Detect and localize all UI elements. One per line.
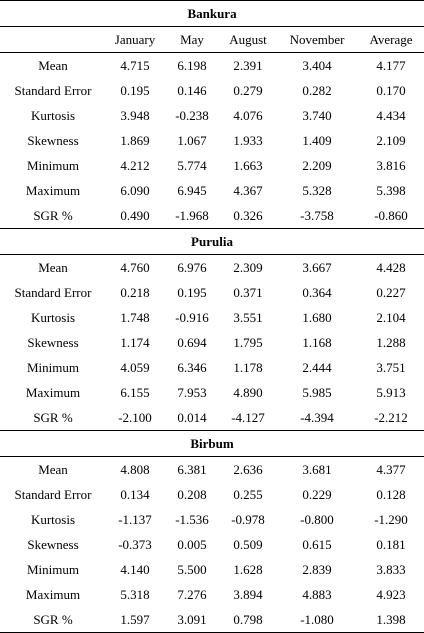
- region-title-row: [0, 229, 424, 255]
- table-cell: 0.282: [302, 82, 332, 98]
- table-cell: 6.945: [177, 182, 207, 198]
- table-cell: 1.597: [106, 607, 164, 633]
- table-cell: 0.326: [220, 203, 276, 229]
- table-row: [0, 405, 424, 431]
- table-cell: 0.798: [220, 607, 276, 633]
- table-row: [0, 482, 424, 507]
- table-cell: 0.181: [376, 536, 406, 552]
- table-cell: 3.833: [376, 561, 406, 577]
- table-cell: 2.209: [302, 157, 332, 173]
- table-cell: 5.500: [177, 561, 207, 577]
- row-label: Mean: [38, 57, 68, 73]
- row-label: Mean: [38, 259, 68, 275]
- table-cell: 2.104: [376, 309, 406, 325]
- table-cell: 4.890: [233, 384, 263, 400]
- table-cell: 6.976: [177, 259, 207, 275]
- table-cell: 1.067: [177, 132, 207, 148]
- table-cell: 5.985: [302, 384, 332, 400]
- table-cell: 1.409: [302, 132, 332, 148]
- region-title: Purulia: [0, 229, 424, 255]
- table-row: [0, 203, 424, 229]
- table-cell: 4.715: [120, 57, 150, 73]
- table-row: [0, 457, 424, 483]
- table-cell: 6.090: [120, 182, 150, 198]
- table-row: [0, 380, 424, 405]
- region-title: Bankura: [0, 1, 424, 27]
- table-row: [0, 305, 424, 330]
- table-cell: 4.140: [120, 561, 150, 577]
- table-row: [0, 607, 424, 633]
- region-title: Birbum: [0, 431, 424, 457]
- table-cell: -0.373: [118, 536, 152, 552]
- table-cell: 3.948: [120, 107, 150, 123]
- table-cell: 1.288: [376, 334, 406, 350]
- table-cell: 6.346: [177, 359, 207, 375]
- table-cell: -0.238: [175, 107, 209, 123]
- table-cell: 3.751: [376, 359, 406, 375]
- table-cell: 0.134: [120, 486, 150, 502]
- table-cell: 0.146: [177, 82, 207, 98]
- column-header: May: [164, 27, 220, 53]
- table-cell: 3.894: [233, 586, 263, 602]
- table-cell: -2.212: [358, 405, 424, 431]
- table-cell: 3.551: [233, 309, 263, 325]
- column-header-blank: [0, 27, 106, 53]
- row-label: Standard Error: [14, 284, 92, 300]
- row-label: SGR %: [0, 405, 106, 431]
- row-label: Kurtosis: [30, 309, 76, 325]
- table-cell: 5.318: [120, 586, 150, 602]
- table-cell: 5.328: [302, 182, 332, 198]
- table-row: [0, 128, 424, 153]
- row-label: Skewness: [27, 536, 79, 552]
- table-cell: 1.680: [302, 309, 332, 325]
- column-header-row: [0, 27, 424, 53]
- table-cell: -0.800: [300, 511, 334, 527]
- table-cell: 2.109: [376, 132, 406, 148]
- table-cell: 1.168: [302, 334, 332, 350]
- table-cell: 2.636: [233, 461, 263, 477]
- table-cell: -2.100: [106, 405, 164, 431]
- table-cell: 0.364: [302, 284, 332, 300]
- column-header: January: [106, 27, 164, 53]
- table-cell: 0.005: [177, 536, 207, 552]
- table-cell: 0.694: [177, 334, 207, 350]
- table-cell: 1.663: [233, 157, 263, 173]
- table-row: [0, 330, 424, 355]
- table-cell: 1.398: [358, 607, 424, 633]
- table-cell: 1.748: [120, 309, 150, 325]
- table-cell: -4.394: [276, 405, 358, 431]
- row-label: Maximum: [25, 384, 81, 400]
- region-title-row: [0, 1, 424, 27]
- table-cell: 4.367: [233, 182, 263, 198]
- table-cell: 2.839: [302, 561, 332, 577]
- table-cell: 7.276: [177, 586, 207, 602]
- table-cell: 4.434: [376, 107, 406, 123]
- table-cell: -1.536: [175, 511, 209, 527]
- table-cell: 4.808: [120, 461, 150, 477]
- table-cell: 4.212: [120, 157, 150, 173]
- table-cell: -4.127: [220, 405, 276, 431]
- column-header: Average: [358, 27, 424, 53]
- table-cell: 0.208: [177, 486, 207, 502]
- table-row: [0, 103, 424, 128]
- table-cell: 2.309: [233, 259, 263, 275]
- table-cell: 4.883: [302, 586, 332, 602]
- table-row: [0, 255, 424, 281]
- table-cell: 0.371: [233, 284, 263, 300]
- table-cell: -1.290: [374, 511, 408, 527]
- table-cell: -1.968: [164, 203, 220, 229]
- table-cell: 1.933: [233, 132, 263, 148]
- table-row: [0, 153, 424, 178]
- row-label: Kurtosis: [30, 511, 76, 527]
- row-label: Skewness: [27, 132, 79, 148]
- table-cell: 1.178: [233, 359, 263, 375]
- row-label: Minimum: [26, 359, 79, 375]
- column-header: November: [276, 27, 358, 53]
- table-cell: 4.760: [120, 259, 150, 275]
- table-row: [0, 532, 424, 557]
- row-label: Standard Error: [14, 486, 92, 502]
- table-cell: 0.128: [376, 486, 406, 502]
- row-label: Kurtosis: [30, 107, 76, 123]
- table-cell: 7.953: [177, 384, 207, 400]
- table-cell: 6.381: [177, 461, 207, 477]
- table-cell: 6.198: [177, 57, 207, 73]
- table-cell: 3.681: [302, 461, 332, 477]
- row-label: Minimum: [26, 157, 79, 173]
- table-cell: 0.195: [120, 82, 150, 98]
- row-label: Minimum: [26, 561, 79, 577]
- table-cell: 4.377: [376, 461, 406, 477]
- table-cell: -1.137: [118, 511, 152, 527]
- column-header: August: [220, 27, 276, 53]
- row-label: Maximum: [25, 586, 81, 602]
- table-cell: 0.195: [177, 284, 207, 300]
- table-cell: 3.816: [376, 157, 406, 173]
- table-cell: 3.404: [302, 57, 332, 73]
- table-row: [0, 582, 424, 607]
- table-cell: 0.229: [302, 486, 332, 502]
- statistics-table-body: [0, 1, 424, 633]
- table-row: [0, 53, 424, 79]
- table-cell: 5.913: [376, 384, 406, 400]
- table-cell: 4.428: [376, 259, 406, 275]
- table-cell: 2.444: [302, 359, 332, 375]
- table-cell: 0.279: [233, 82, 263, 98]
- table-cell: 0.227: [376, 284, 406, 300]
- table-cell: 3.667: [302, 259, 332, 275]
- table-cell: 6.155: [120, 384, 150, 400]
- table-cell: -3.758: [276, 203, 358, 229]
- table-cell: 5.398: [376, 182, 406, 198]
- table-cell: 3.091: [164, 607, 220, 633]
- table-cell: -0.916: [175, 309, 209, 325]
- row-label: SGR %: [0, 203, 106, 229]
- table-cell: 1.174: [120, 334, 150, 350]
- table-row: [0, 355, 424, 380]
- table-cell: 4.076: [233, 107, 263, 123]
- table-row: [0, 280, 424, 305]
- table-cell: 4.059: [120, 359, 150, 375]
- table-cell: 0.255: [233, 486, 263, 502]
- table-row: [0, 78, 424, 103]
- table-cell: 3.740: [302, 107, 332, 123]
- row-label: Skewness: [27, 334, 79, 350]
- table-cell: -0.978: [231, 511, 265, 527]
- table-cell: 5.774: [177, 157, 207, 173]
- table-cell: 0.170: [376, 82, 406, 98]
- row-label: SGR %: [0, 607, 106, 633]
- row-label: Maximum: [25, 182, 81, 198]
- row-label: Mean: [38, 461, 68, 477]
- table-cell: 1.628: [233, 561, 263, 577]
- table-cell: 0.218: [120, 284, 150, 300]
- table-cell: -1.080: [276, 607, 358, 633]
- table-cell: 0.615: [302, 536, 332, 552]
- region-title-row: [0, 431, 424, 457]
- table-cell: -0.860: [358, 203, 424, 229]
- table-cell: 4.923: [376, 586, 406, 602]
- table-cell: 0.490: [106, 203, 164, 229]
- table-cell: 0.509: [233, 536, 263, 552]
- table-row: [0, 557, 424, 582]
- table-row: [0, 507, 424, 532]
- table-cell: 4.177: [376, 57, 406, 73]
- table-cell: 1.869: [120, 132, 150, 148]
- table-row: [0, 178, 424, 203]
- table-cell: 1.795: [233, 334, 263, 350]
- row-label: Standard Error: [14, 82, 92, 98]
- table-cell: 0.014: [164, 405, 220, 431]
- table-cell: 2.391: [233, 57, 263, 73]
